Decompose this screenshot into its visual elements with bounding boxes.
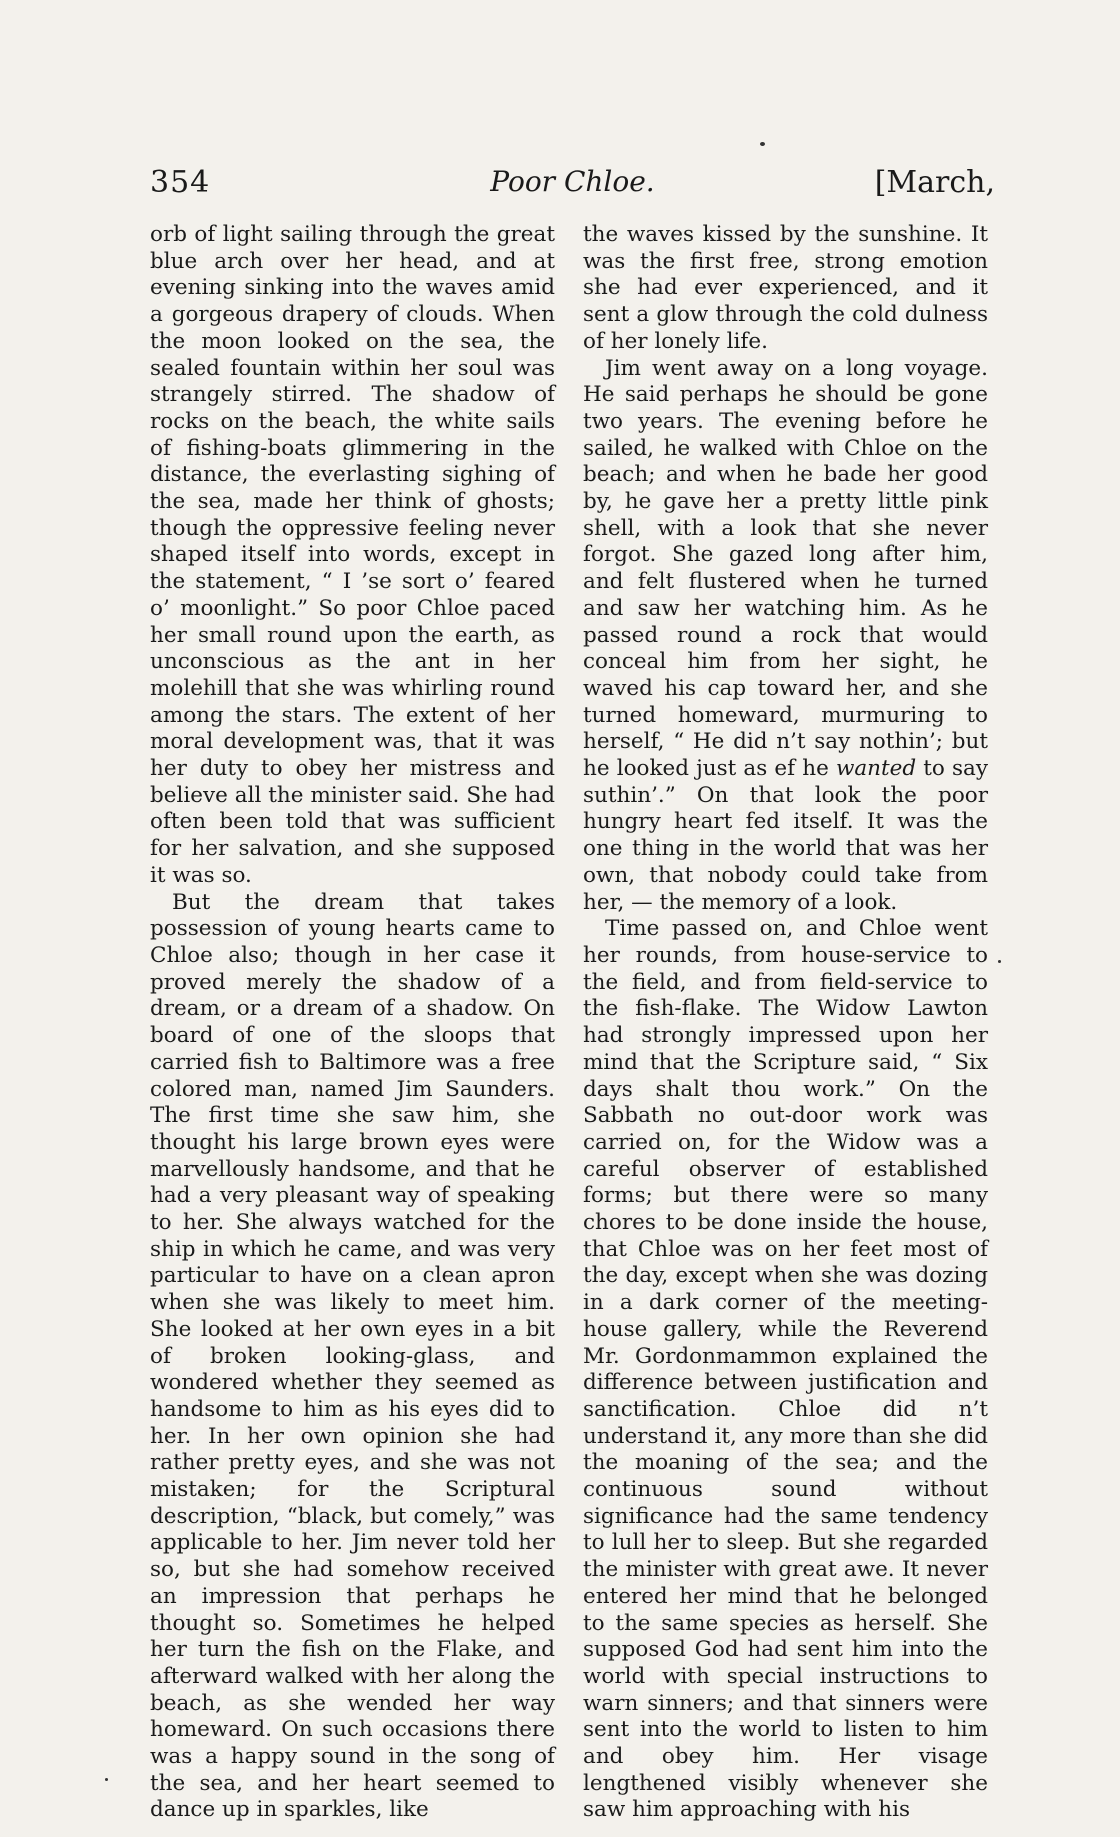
paragraph: Time passed on, and Chloe went her rounds, from house-service to the field, and from field-service to the fish-flake. The Widow Lawton had strongly impressed upon her mind that the Scripture said, “ Six days shalt thou work.” On the Sabbath no out-door work was carried on, for the Widow was a careful observer of established forms; but there were so many chores to be done inside the house, that Chloe was on her feet most of the day, except when she was dozing in a dark corner of the meeting-house gallery, while the Reverend Mr. Gordonmammon explained the difference between justification and sanctification. Chloe did n’t understand it, any more than she did the moaning of the sea; and the continuous sound without significance had the same tendency to lull her to sleep. But she regarded the minister with great awe. It never entered her mind that he belonged to the same species as herself. She supposed God had sent him into the world with special instructions to warn sinners; and that sinners were sent into the world to listen to him and obey him. Her visage lengthened visibly whenever she saw him approaching with his: [583, 916, 988, 1823]
paragraph-text: to say suthin’.” On that look the poor hungry heart fed itself. It was the one thing in the world that was her own, that nobody could take from her, — the memory of a look.: [583, 756, 988, 915]
month-label: [March,: [874, 165, 995, 200]
right-column: [583, 222, 988, 1824]
ink-speck: [760, 142, 765, 146]
left-column: [150, 222, 555, 1824]
emphasized-word: wanted: [835, 756, 917, 782]
paragraph: But the dream that takes possession of young hearts came to Chloe also; though in her case it proved merely the shadow of a dream, or a dream of a shadow. On board of one of the sloops that carried fish to Baltimore was a free colored man, named Jim Saunders. The first time she saw him, she thought his large brown eyes were marvellously handsome, and that he had a very pleasant way of speaking to her. She always watched for the ship in which he came, and was very particular to have on a clean apron when she was likely to meet him. She looked at her own eyes in a bit of broken looking-glass, and wondered whether they seemed as handsome to him as his eyes did to her. In her own opinion she had rather pretty eyes, and she was not mistaken; for the Scriptural description, “black, but comely,” was applicable to her. Jim never told her so, but she had somehow received an impression that perhaps he thought so. Sometimes he helped her turn the fish on the Flake, and afterward walked with her along the beach, as she wended her way homeward. On such occasions there was a happy sound in the song of the sea, and her heart seemed to dance up in sparkles, like: [150, 889, 555, 1823]
page-header: [150, 165, 995, 205]
paragraph: [583, 356, 988, 917]
running-title: Poor Chloe.: [490, 165, 655, 198]
paragraph-text: Jim went away on a long voyage. He said perhaps he should be gone two years. The evening before he sailed, he walked with Chloe on the beach; and when he bade her good by, he gave her a pretty little pink shell, with a look that she never forgot. She gazed long after him, and felt flustered when he turned and saw her watching him. As he passed round a rock that would conceal him from her sight, he waved his cap toward her, and she turned homeward, murmuring to herself, “ He did n’t say nothin’; but he looked just as ef he: [583, 355, 988, 782]
ink-speck: [998, 960, 1001, 963]
page-number: 354: [150, 165, 211, 200]
paragraph: the waves kissed by the sunshine. It was the first free, strong emotion she had ever experienced, and it sent a glow through the cold dulness of her lonely life.: [583, 222, 988, 354]
ink-speck: [105, 1778, 108, 1781]
paragraph: orb of light sailing through the great blue arch over her head, and at evening sinking into the waves amid a gorgeous drapery of clouds. When the moon looked on the sea, the sealed fountain within her soul was strangely stirred. The shadow of rocks on the beach, the white sails of fishing-boats glimmering in the distance, the everlasting sighing of the sea, made her think of ghosts; though the oppressive feeling never shaped itself into words, except in the statement, “ I ’se sort o’ feared o’ moonlight.” So poor Chloe paced her small round upon the earth, as unconscious as the ant in her molehill that she was whirling round among the stars. The extent of her moral development was, that it was her duty to obey her mistress and believe all the minister said. She had often been told that was sufficient for her salvation, and she supposed it was so.: [150, 222, 555, 888]
